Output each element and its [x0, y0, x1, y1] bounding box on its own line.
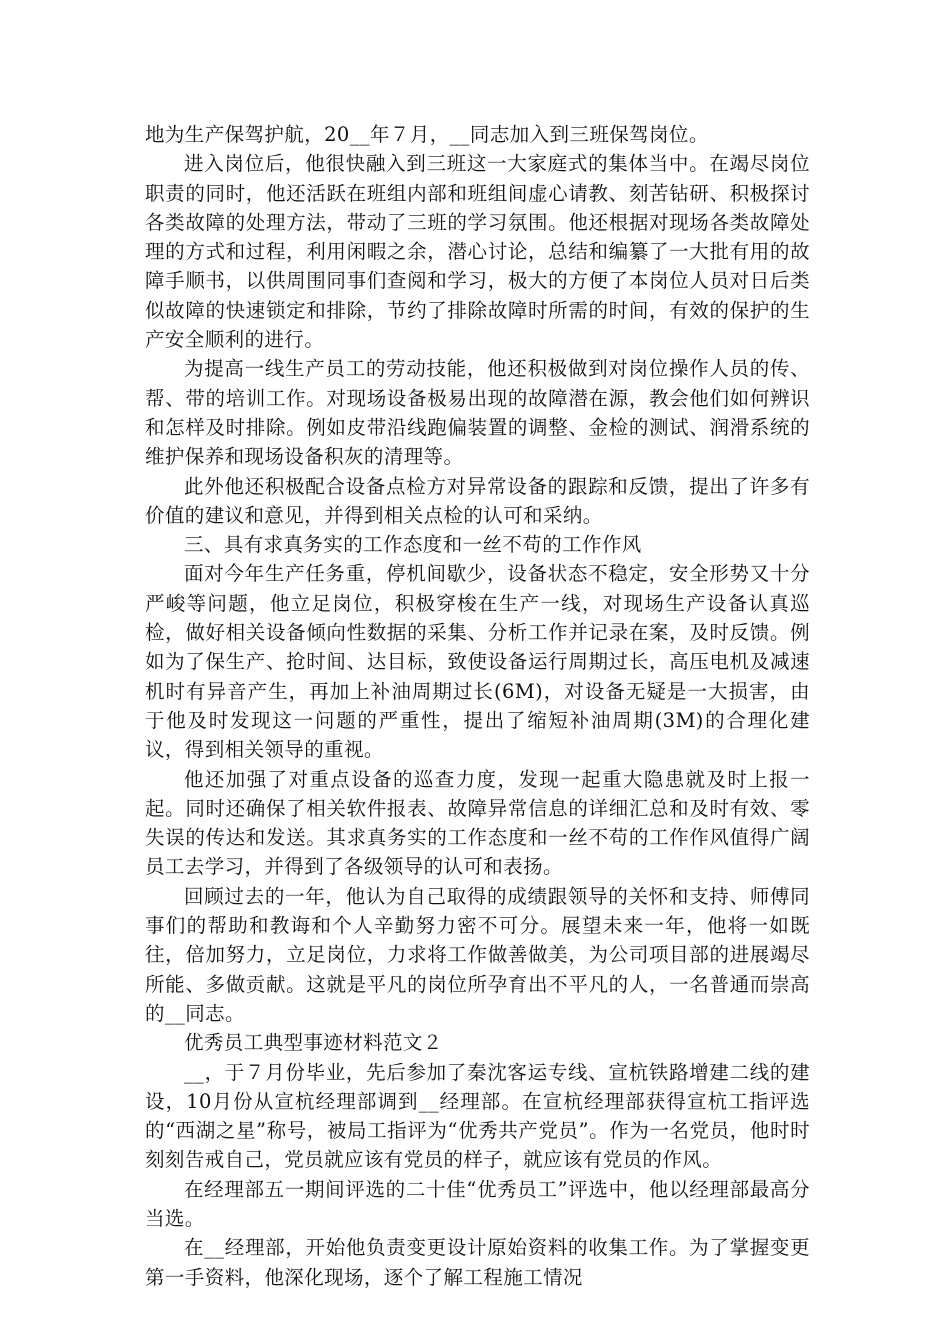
paragraph: 在经理部五一期间评选的二十佳“优秀员工”评选中，他以经理部最高分当选。: [145, 1177, 810, 1230]
paragraph: 在__经理部，开始他负责变更设计原始资料的收集工作。为了掌握变更第一手资料，他深化现场，逐个了解工程施工情况: [145, 1236, 810, 1289]
section-heading: 优秀员工典型事迹材料范文２: [184, 1031, 443, 1055]
document-body: [145, 120, 810, 1292]
paragraph: 进入岗位后，他很快融入到三班这一大家庭式的集体当中。在竭尽岗位职责的同时，他还活跃在班组内部和班组间虚心请教、刻苦钻研、积极探讨各类故障的处理方法，带动了三班的学习氛围。他还根据对现场各类故障处理的方式和过程，利用闲暇之余，潜心讨论，总结和编纂了一大批有用的故障手顺书，以供周围同事们查阅和学习，极大的方便了本岗位人员对日后类似故障的快速锁定和排除，节约了排除故障时所需的时间，有效的保护的生产安全顺利的进行。: [145, 152, 810, 352]
section-heading: 三、具有求真务实的工作态度和一丝不苟的工作作风: [184, 533, 642, 557]
paragraph: 为提高一线生产员工的劳动技能，他还积极做到对岗位操作人员的传、帮、带的培训工作。对现场设备极易出现的故障潜在源，教会他们如何辨识和怎样及时排除。例如皮带沿线跑偏装置的调整、金检的测试、润滑系统的维护保养和现场设备积灰的清理等。: [145, 357, 810, 469]
paragraph: 他还加强了对重点设备的巡查力度，发现一起重大隐患就及时上报一起。同时还确保了相关软件报表、故障异常信息的详细汇总和及时有效、零失误的传达和发送。其求真务实的工作态度和一丝不苟的工作作风值得广阔员工去学习，并得到了各级领导的认可和表扬。: [145, 767, 810, 879]
paragraph: __，于７月份毕业，先后参加了秦沈客运专线、宣杭铁路增建二线的建设，10月份从宣杭经理部调到__经理部。在宣杭经理部获得宣杭工指评选的“西湖之星”称号，被局工指评为“优秀共产党员”。作为一名党员，他时时刻刻告戒自己，党员就应该有党员的样子，就应该有党员的作风。: [145, 1060, 810, 1172]
paragraph: 面对今年生产任务重，停机间歇少，设备状态不稳定，安全形势又十分严峻等问题，他立足岗位，积极穿梭在生产一线，对现场生产设备认真巡检，做好相关设备倾向性数据的采集、分析工作并记录在案，及时反馈。例如为了保生产、抢时间、达目标，致使设备运行周期过长，高压电机及减速机时有异音产生，再加上补油周期过长(6M)，对设备无疑是一大损害，由于他及时发现这一问题的严重性，提出了缩短补油周期(3M)的合理化建议，得到相关领导的重视。: [145, 562, 810, 762]
paragraph: 地为生产保驾护航，20__年７月，__同志加入到三班保驾岗位。: [145, 123, 709, 146]
paragraph: 此外他还积极配合设备点检方对异常设备的跟踪和反馈，提出了许多有价值的建议和意见，并得到相关点检的认可和采纳。: [145, 474, 810, 527]
paragraph: 回顾过去的一年，他认为自己取得的成绩跟领导的关怀和支持、师傅同事们的帮助和教诲和个人辛勤努力密不可分。展望未来一年，他将一如既往，倍加努力，立足岗位，力求将工作做善做美，为公司项目部的进展竭尽所能、多做贡献。这就是平凡的岗位所孕育出不平凡的人，一名普通而崇高的__同志。: [145, 884, 810, 1025]
